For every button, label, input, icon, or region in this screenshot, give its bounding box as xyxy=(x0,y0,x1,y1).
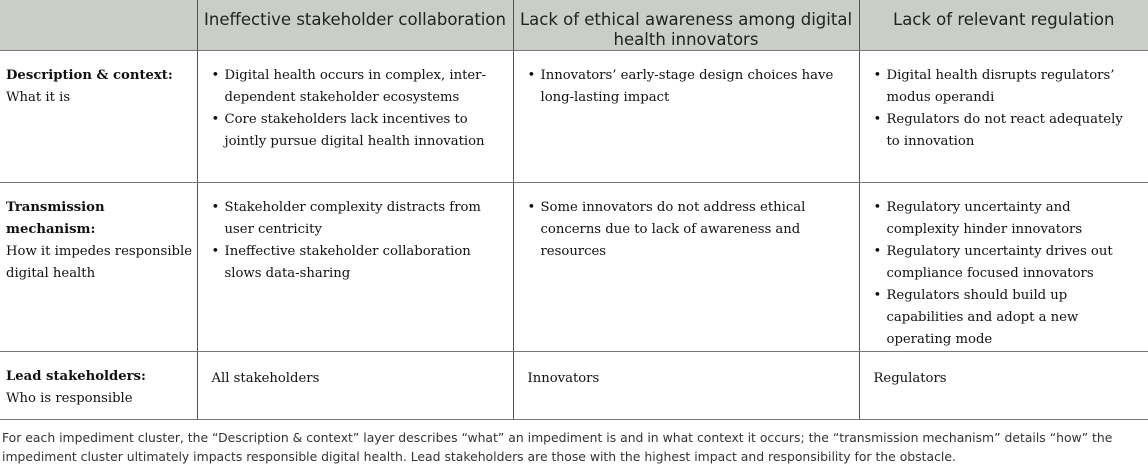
bullet-list xyxy=(528,65,851,109)
row-header-title: Description & context: xyxy=(6,68,173,83)
bullet-list xyxy=(528,197,851,263)
list-item: • Regulatory uncertainty and complexity hinder innovators xyxy=(874,197,1141,241)
table-cell: Innovators xyxy=(513,352,859,420)
column-header-ethical-awareness: Lack of ethical awareness among digital health innovators xyxy=(513,0,859,51)
table-cell xyxy=(859,183,1148,352)
row-header-title: Transmission mechanism: xyxy=(6,200,105,237)
table-cell xyxy=(859,51,1148,183)
table-row-lead-stakeholders xyxy=(0,352,1148,420)
table-row-description xyxy=(0,51,1148,183)
list-item: • Digital health disrupts regulators’ modus operandi xyxy=(874,65,1141,109)
row-header-subtitle: What it is xyxy=(6,90,71,105)
list-item: • Core stakeholders lack incentives to jointly pursue digital health innovation xyxy=(212,109,505,153)
bullet-list xyxy=(212,197,505,285)
list-item: • Regulators should build up capabilities and adopt a new operating mode xyxy=(874,285,1141,351)
column-header-regulation: Lack of relevant regulation xyxy=(859,0,1148,51)
table-cell xyxy=(513,51,859,183)
row-header-description xyxy=(0,51,197,183)
bullet-list xyxy=(874,197,1141,351)
row-header-lead-stakeholders xyxy=(0,352,197,420)
header-blank-cell xyxy=(0,0,197,51)
bullet-list xyxy=(212,65,505,153)
list-item: • Ineffective stakeholder collaboration slows data-sharing xyxy=(212,241,505,285)
list-item: • Innovators’ early-stage design choices have long-lasting impact xyxy=(528,65,851,109)
row-header-title: Lead stakeholders: xyxy=(6,369,146,384)
list-item: • Some innovators do not address ethical concerns due to lack of awareness and resources xyxy=(528,197,851,263)
table-cell xyxy=(197,51,513,183)
header-row xyxy=(0,0,1148,51)
row-header-transmission xyxy=(0,183,197,352)
table-cell: All stakeholders xyxy=(197,352,513,420)
table-cell xyxy=(197,183,513,352)
bullet-list xyxy=(874,65,1141,153)
row-header-subtitle: Who is responsible xyxy=(6,391,133,406)
list-item: • Regulatory uncertainty drives out compliance focused innovators xyxy=(874,241,1141,285)
table-cell xyxy=(513,183,859,352)
table-cell: Regulators xyxy=(859,352,1148,420)
list-item: • Regulators do not react adequately to innovation xyxy=(874,109,1141,153)
table-row-transmission xyxy=(0,183,1148,352)
row-header-subtitle: How it impedes responsible digital health xyxy=(6,244,193,281)
list-item: • Digital health occurs in complex, inter-dependent stakeholder ecosystems xyxy=(212,65,505,109)
list-item: • Stakeholder complexity distracts from user centricity xyxy=(212,197,505,241)
column-header-stakeholder-collaboration: Ineffective stakeholder collaboration xyxy=(197,0,513,51)
table-footnote: For each impediment cluster, the “Description & context” layer describes “what” an impediment is and in what context it occurs; the “transmission mechanism” details “how” the impediment cluster ultimately impacts responsible digital health. Lead stakeholders are those with the highest impact and responsibility for the obstacle. xyxy=(2,430,1113,464)
